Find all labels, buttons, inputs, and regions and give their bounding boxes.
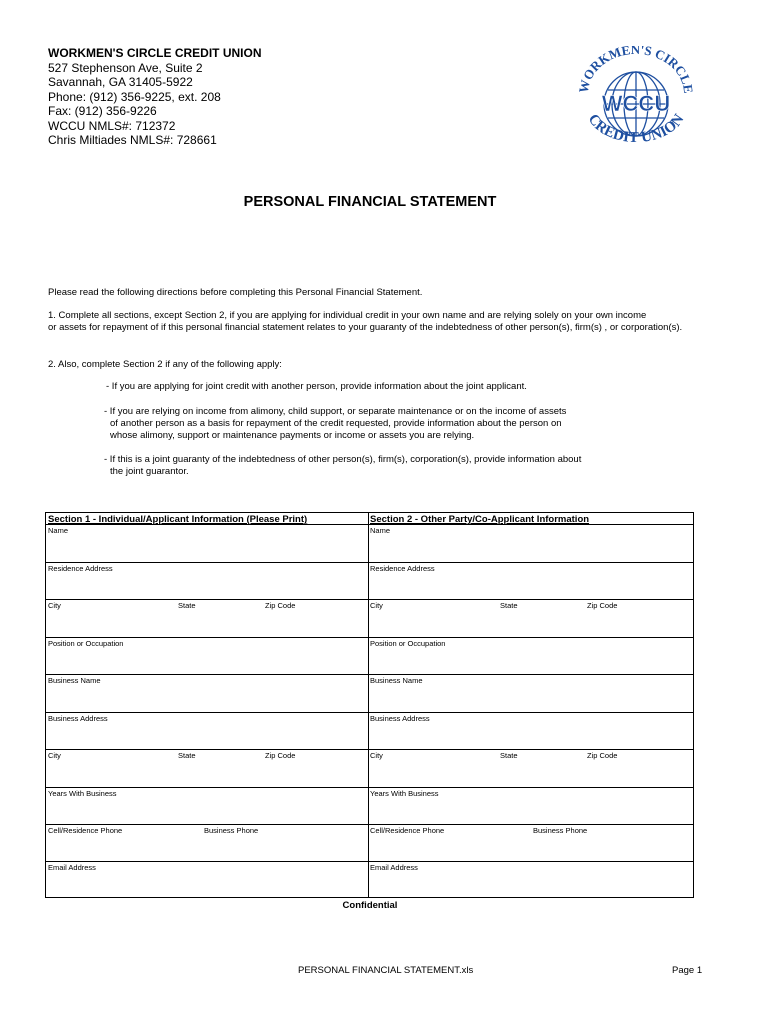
logo-center-text: WCCU	[601, 91, 671, 116]
s2-residence-address-field[interactable]: Residence Address	[370, 564, 435, 573]
s2-email-field[interactable]: Email Address	[370, 863, 418, 872]
s2-state-field[interactable]: State	[500, 601, 518, 610]
contact-nmls-line: Chris Miltiades NMLS#: 728661	[48, 133, 217, 147]
org-name: WORKMEN'S CIRCLE CREDIT UNION	[48, 46, 262, 60]
s1-residence-address-field[interactable]: Residence Address	[48, 564, 113, 573]
s2-business-phone-field[interactable]: Business Phone	[533, 826, 588, 835]
address-line-1: 527 Stephenson Ave, Suite 2	[48, 60, 203, 75]
bullet-alimony-line-1: - If you are relying on income from alimony, child support, or separate maintenance or on the income of assets	[104, 406, 567, 417]
s1-zip-field[interactable]: Zip Code	[265, 601, 296, 610]
s1-business-phone-field[interactable]: Business Phone	[204, 826, 259, 835]
lender-header	[48, 46, 262, 148]
s2-business-address-field[interactable]: Business Address	[370, 714, 430, 723]
direction-1-line-1: 1. Complete all sections, except Section 2, if you are applying for individual credit in your own name and are relying solely on your own income	[48, 310, 647, 321]
s1-state-field[interactable]: State	[178, 601, 196, 610]
s1-name-field[interactable]: Name	[48, 526, 69, 535]
bullet-guaranty-line-2: the joint guarantor.	[110, 466, 189, 477]
credit-union-logo	[578, 46, 694, 156]
s2-business-state-field[interactable]: State	[500, 751, 518, 760]
page-title: PERSONAL FINANCIAL STATEMENT	[243, 194, 497, 210]
page-number: Page 1	[672, 965, 703, 976]
footer-filename: PERSONAL FINANCIAL STATEMENT.xls	[298, 965, 474, 976]
s1-business-city-field[interactable]: City	[48, 751, 61, 760]
nmls-line: WCCU NMLS#: 712372	[48, 118, 176, 133]
bullet-joint-credit: - If you are applying for joint credit with another person, provide information about the joint applicant.	[106, 381, 527, 392]
phone-line: Phone: (912) 356-9225, ext. 208	[48, 89, 221, 104]
address-line-2: Savannah, GA 31405-5922	[48, 75, 193, 89]
s1-cell-phone-field[interactable]: Cell/Residence Phone	[48, 826, 123, 835]
section-1-header: Section 1 - Individual/Applicant Information (Please Print)	[48, 514, 308, 525]
directions-intro: Please read the following directions before completing this Personal Financial Statement.	[48, 287, 423, 298]
bullet-alimony-line-3: whose alimony, support or maintenance payments or income or assets you are relying.	[110, 430, 475, 441]
s1-business-name-field[interactable]: Business Name	[48, 676, 101, 685]
bullet-alimony-line-2: of another person as a basis for repayment of the credit requested, provide information about the person on	[110, 418, 562, 429]
applicant-info-form	[45, 512, 694, 898]
s1-city-field[interactable]: City	[48, 601, 61, 610]
section-2-header: Section 2 - Other Party/Co-Applicant Information	[370, 514, 590, 525]
logo-arc-bottom: CREDIT UNION	[584, 111, 688, 147]
s2-city-field[interactable]: City	[370, 601, 383, 610]
s1-position-field[interactable]: Position or Occupation	[48, 639, 124, 648]
fax-line: Fax: (912) 356-9226	[48, 104, 157, 118]
bullet-guaranty-line-1: - If this is a joint guaranty of the indebtedness of other person(s), firm(s), corporation(s), provide information about	[104, 454, 582, 465]
s2-years-with-business-field[interactable]: Years With Business	[370, 789, 439, 798]
s1-business-address-field[interactable]: Business Address	[48, 714, 108, 723]
s1-email-field[interactable]: Email Address	[48, 863, 96, 872]
s2-business-zip-field[interactable]: Zip Code	[587, 751, 618, 760]
s2-name-field[interactable]: Name	[370, 526, 391, 535]
logo-arc-top: ORKMEN'S CIRCL	[579, 46, 694, 87]
s2-business-city-field[interactable]: City	[370, 751, 383, 760]
confidential-label: Confidential	[342, 900, 398, 911]
s2-position-field[interactable]: Position or Occupation	[370, 639, 446, 648]
s1-business-zip-field[interactable]: Zip Code	[265, 751, 296, 760]
s2-zip-field[interactable]: Zip Code	[587, 601, 618, 610]
direction-1-line-2: or assets for repayment of if this personal financial statement relates to your guaranty of the indebtedness of other person(s), firm(s) , or corporation(s).	[48, 322, 683, 333]
direction-2: 2. Also, complete Section 2 if any of the following apply:	[48, 359, 282, 370]
s1-years-with-business-field[interactable]: Years With Business	[48, 789, 117, 798]
s2-business-name-field[interactable]: Business Name	[370, 676, 423, 685]
s2-cell-phone-field[interactable]: Cell/Residence Phone	[370, 826, 445, 835]
s1-business-state-field[interactable]: State	[178, 751, 196, 760]
